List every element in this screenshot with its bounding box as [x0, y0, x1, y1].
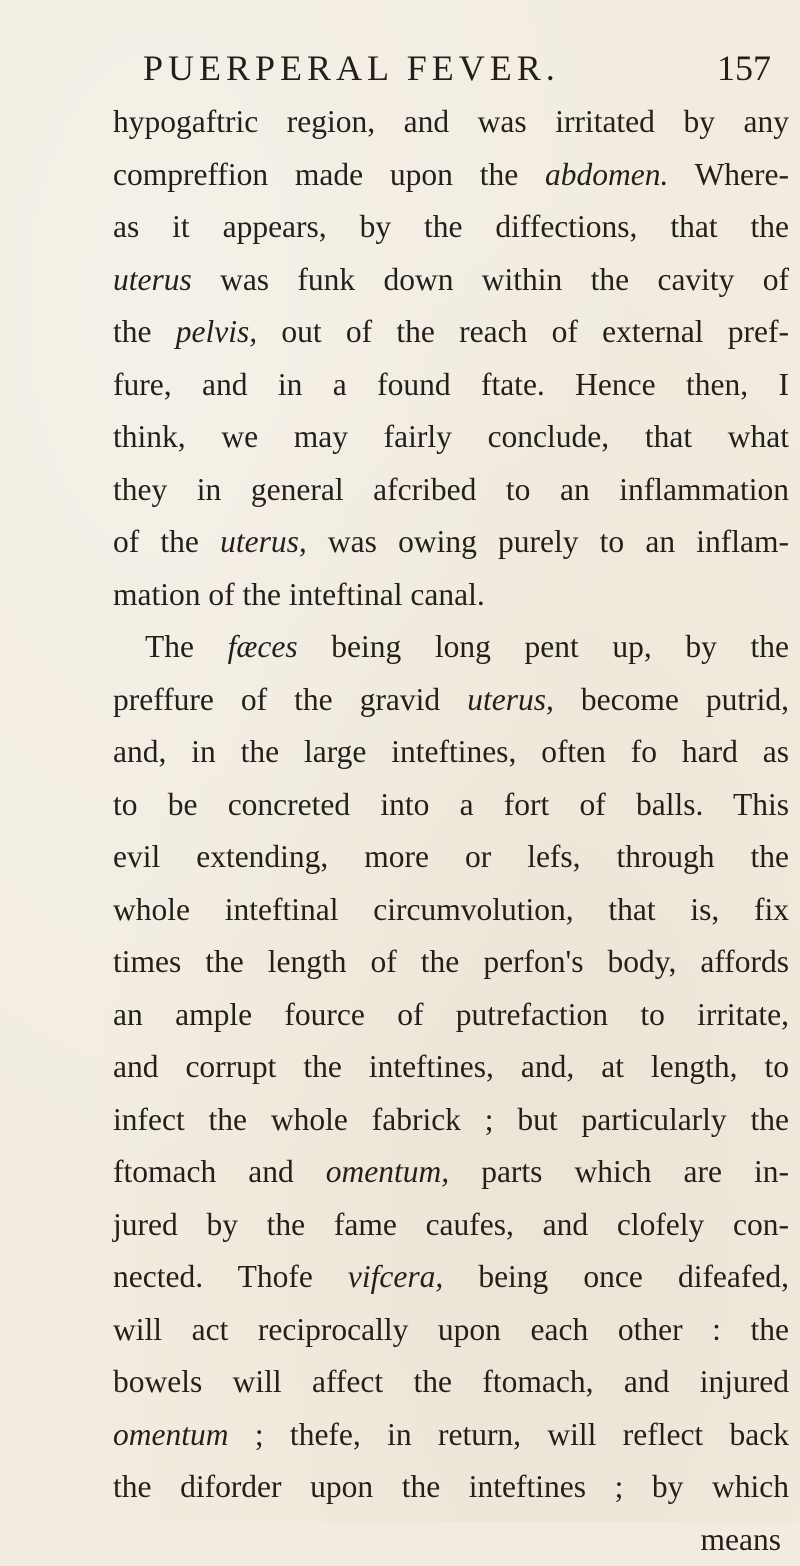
text-line: the pelvis, out of the reach of external pref-: [113, 306, 789, 359]
text-line: as it appears, by the diffections, that the: [113, 201, 789, 254]
text-line: and corrupt the inteftines, and, at length, to: [113, 1041, 789, 1094]
italic-term: abdomen.: [545, 157, 668, 192]
text-line: compreffion made upon the abdomen. Where-: [113, 149, 789, 202]
text-line: mation of the inteftinal canal.: [113, 569, 789, 622]
running-head-title: PUERPERAL FEVER.: [143, 38, 560, 98]
text-line: fure, and in a found ftate. Hence then, I: [113, 359, 789, 412]
text-line: whole inteftinal circumvolution, that is, fix: [113, 884, 789, 937]
text-line: preffure of the gravid uterus, become putrid,: [113, 674, 789, 727]
running-head: [143, 38, 783, 98]
text-line: ftomach and omentum, parts which are in-: [113, 1146, 789, 1199]
text-line: hypogaftric region, and was irritated by any: [113, 96, 789, 149]
text-line: will act reciprocally upon each other : the: [113, 1304, 789, 1357]
italic-term: uterus,: [467, 682, 554, 717]
text-line: they in general afcribed to an inflammation: [113, 464, 789, 517]
text-line: bowels will affect the ftomach, and injured: [113, 1356, 789, 1409]
catchword: means: [113, 1514, 789, 1566]
text-line: nected. Thofe vifcera, being once difeafed,: [113, 1251, 789, 1304]
italic-term: vifcera,: [348, 1259, 443, 1294]
text-line: an ample fource of putrefaction to irritate,: [113, 989, 789, 1042]
page-number: 157: [717, 38, 771, 98]
italic-term: pelvis,: [176, 314, 257, 349]
italic-term: uterus: [113, 262, 192, 297]
text-line: and, in the large inteftines, often fo hard as: [113, 726, 789, 779]
text-line: the diforder upon the inteftines ; by which: [113, 1461, 789, 1514]
text-line: evil extending, more or lefs, through the: [113, 831, 789, 884]
text-line: infect the whole fabrick ; but particularly the: [113, 1094, 789, 1147]
italic-term: omentum,: [326, 1154, 449, 1189]
text-line: uterus was funk down within the cavity of: [113, 254, 789, 307]
italic-term: uterus,: [220, 524, 307, 559]
text-line: omentum ; thefe, in return, will reflect back: [113, 1409, 789, 1462]
body-text: [113, 96, 789, 1566]
text-line: jured by the fame caufes, and clofely con-: [113, 1199, 789, 1252]
text-line: times the length of the perfon's body, affords: [113, 936, 789, 989]
text-line: to be concreted into a fort of balls. This: [113, 779, 789, 832]
text-line: of the uterus, was owing purely to an inflam-: [113, 516, 789, 569]
italic-term: omentum: [113, 1417, 228, 1452]
text-line: think, we may fairly conclude, that what: [113, 411, 789, 464]
italic-term: fæces: [228, 629, 298, 664]
paragraph-start-line: The fæces being long pent up, by the: [113, 621, 789, 674]
